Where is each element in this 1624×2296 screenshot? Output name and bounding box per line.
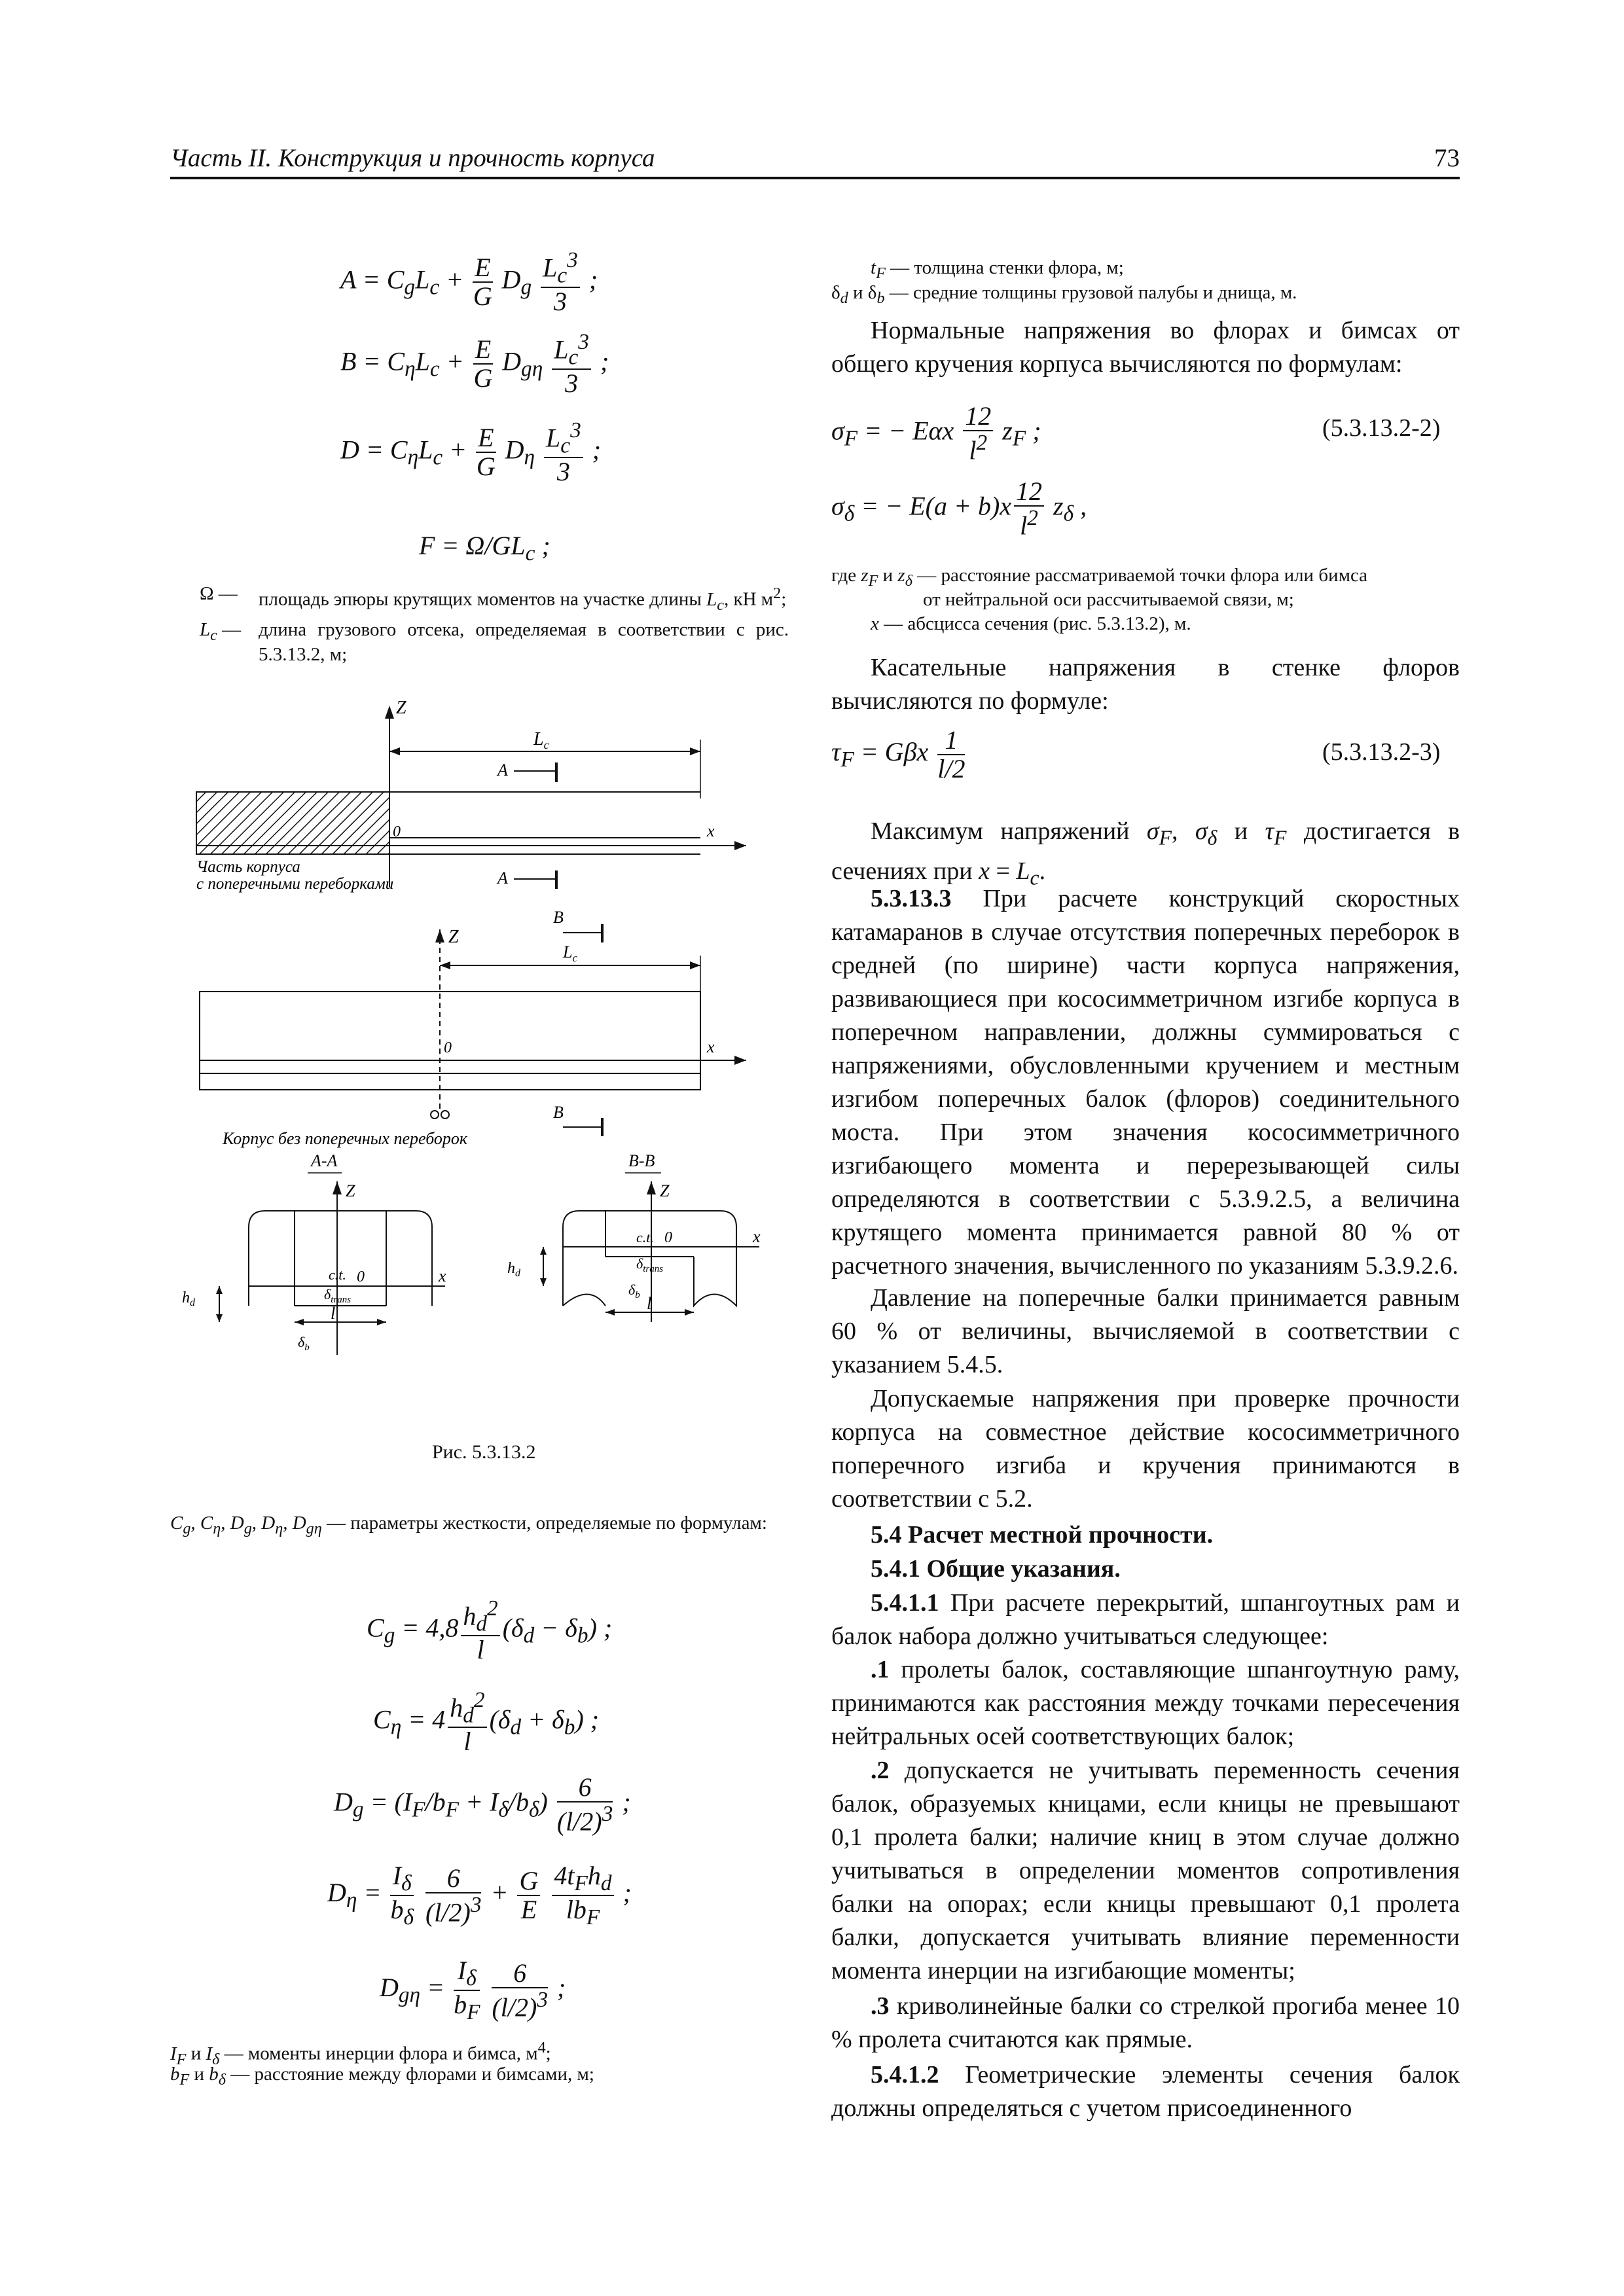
definition-lc bbox=[200, 617, 789, 667]
left-hull-section bbox=[249, 1211, 295, 1306]
z-axis-label-bb: Z bbox=[660, 1181, 670, 1200]
delta-b-label-bb: $\delta_b$ bbox=[628, 1282, 640, 1300]
schematic-with-bulkheads bbox=[196, 698, 746, 893]
paragraph-maximum: Максимум напряжений $\sigma_F$, $\sigma_\delta$ и $\tau_F$ достигается в сечениях при $x = L_c$. bbox=[831, 817, 1460, 889]
equation-dgn: $D_{g\eta}$ = $\frac{I_\delta}{b_F}$ $\frac{6}{(l/2)^3}$ ; bbox=[380, 1956, 566, 2024]
x-axis-arrow-icon bbox=[734, 841, 746, 850]
torque-symbol-icon bbox=[441, 1111, 449, 1119]
right-hull-section-bb bbox=[694, 1211, 736, 1306]
definition-bf: $b_F$ и $b_\delta$ — расстояние между флорами и бимсами, м; bbox=[170, 2064, 594, 2089]
definition-tf: $t_F$ — толщина стенки флора, м; bbox=[871, 257, 1124, 282]
parameters-intro: $C_g$, $C_\eta$, $D_g$, $D_\eta$, $D_{g\eta}$ — параметры жесткости, определяемые по формулам: bbox=[170, 1513, 767, 1537]
hatched-hull-part bbox=[196, 792, 389, 854]
schematic-without-bulkheads bbox=[200, 908, 746, 1148]
z-axis-arrow-icon bbox=[333, 1181, 342, 1194]
figure-caption: Рис. 5.3.13.2 bbox=[432, 1441, 536, 1463]
where-line-1: где $z_F$ и $z_\delta$ — расстояние рассматриваемой точки флора или бимса bbox=[831, 565, 1368, 590]
definition-delta: $\delta_d$ и $\delta_b$ — средние толщины грузовой палубы и днища, м. bbox=[831, 282, 1297, 307]
origin-label: 0 bbox=[393, 823, 401, 840]
section-a-a-title: A-A bbox=[311, 1151, 338, 1170]
hd-label-aa: $h_d$ bbox=[182, 1289, 195, 1308]
section-a-label-top: A bbox=[497, 761, 508, 780]
equation-dn: $D_\eta$ = $\frac{I_\delta}{b_\delta}$ $\frac{6}{(l/2)^3}$ + $\frac{G}{E}$ $\frac{4t_Fh_d}{lb_F}$ ; bbox=[327, 1861, 632, 1929]
equation-cg: $C_g = 4,8$ $\frac{h_d^2}{l}$ $(\delta_d - \delta_b)$ ; bbox=[367, 1596, 613, 1665]
z-axis-arrow-icon bbox=[435, 929, 444, 942]
x-axis-arrow-icon bbox=[734, 1056, 746, 1065]
header-rule bbox=[170, 177, 1460, 179]
equation-sigma-f: $\sigma_F$ = − Eαx $\frac{12}{l^2}$ $z_F$ ; bbox=[831, 401, 1041, 465]
definition-omega bbox=[200, 581, 789, 617]
where-line-3: x — абсцисса сечения (рис. 5.3.13.2), м. bbox=[871, 613, 1191, 634]
figure-5-3-13-2 bbox=[170, 694, 825, 1368]
definition-symbol: $L_c$ — bbox=[200, 619, 242, 645]
z-axis-label-middle: Z bbox=[448, 927, 459, 947]
paragraph-5-4-1-2: 5.4.1.2 Геометрические элементы сечения балок должны определяться с учетом присоединенного bbox=[831, 2061, 1460, 2122]
l-label-aa: l bbox=[331, 1304, 336, 1323]
section-b-b-title: B-B bbox=[628, 1151, 655, 1170]
section-heading-5-4-1: 5.4.1 Общие указания. bbox=[871, 1555, 1121, 1583]
paragraph-5-3-13-3: 5.3.13.3 При расчете конструкций скоростных катамаранов в случае отсутствия поперечных переборок в средней (по ширине) части корпуса напряжения, развивающиеся при кососимметричном изгибе корпуса в поперечном направлении, должны суммироваться с напряжениями, обусловленными кручением и местным изгибом поперечных балок (флоров) соединительного моста. При этом значения кососимметричного изгибающего момента и перерезывающей силы определяются в соответствии с 5.3.9.2.5, а величина крутящего момента принимается равной 80 % от расчетного значения, вычисленного по указаниям 5.3.9.2.6. bbox=[831, 885, 1460, 1280]
right-hull-section bbox=[386, 1211, 432, 1306]
z-axis-label: Z bbox=[396, 698, 406, 718]
definition-if: $I_F$ и $I_\delta$ — моменты инерции флора и бимса, $м^4$; bbox=[170, 2039, 551, 2068]
equation-d: $D = C_\eta L_c$ + $\frac{E}{G}$ $D_\eta$ $\frac{L_c^3}{3}$ ; bbox=[340, 418, 602, 487]
hd-label-bb: $h_d$ bbox=[507, 1260, 520, 1279]
section-b-b bbox=[507, 1151, 761, 1322]
z-axis-label-aa: Z bbox=[346, 1181, 355, 1200]
equation-dg: $D_g = (I_F/b_F + I_\delta/b_\delta)$ $\frac{6}{(l/2)^3}$ ; bbox=[334, 1772, 631, 1837]
list-item-2: .2 допускается не учитывать переменность сечения балок, образуемых кницами, если кницы не превышают 0,1 пролета балки; наличие книц в этом случае должно учитываться в определении моментов сопротивления балки на опорах; если кницы превышают 0,1 пролета балки, допускается учитывать влияние переменности момента инерции на изгибающие моменты; bbox=[831, 1757, 1460, 1984]
x-axis-label-middle: x bbox=[707, 1037, 715, 1056]
list-item-1: .1 пролеты балок, составляющие шпангоутную раму, принимаются как расстояния между точками пересечения нейтральных осей соответствующих балок; bbox=[831, 1656, 1460, 1750]
ct-label-bb: c.t. bbox=[636, 1229, 654, 1246]
section-heading-5-4: 5.4 Расчет местной прочности. bbox=[871, 1521, 1214, 1549]
l-label-bb: l bbox=[647, 1294, 652, 1313]
origin-label-bb: 0 bbox=[664, 1229, 672, 1246]
ct-label-aa: c.t. bbox=[329, 1266, 346, 1283]
where-line-2: от нейтральной оси рассчитываемой связи, м; bbox=[923, 589, 1294, 610]
hull-with-bulkheads-label-2: с поперечными переборками bbox=[196, 875, 394, 893]
lc-label: $L_c$ bbox=[533, 729, 549, 751]
equation-b: $B = C_\eta L_c$ + $\frac{E}{G}$ $D_{g\eta}$ $\frac{L_c^3}{3}$ ; bbox=[340, 330, 609, 399]
delta-b-label-aa: $\delta_b$ bbox=[298, 1334, 310, 1353]
paragraph-normal-stresses: Нормальные напряжения во флорах и бимсах от общего кручения корпуса вычисляются по формулам: bbox=[831, 317, 1460, 378]
section-a-label-bottom: A bbox=[497, 869, 508, 888]
origin-label-aa: 0 bbox=[357, 1268, 365, 1285]
equation-cn: $C_\eta = 4$ $\frac{h_d^2}{l}$ $(\delta_d + \delta_b)$ ; bbox=[373, 1688, 600, 1757]
origin-label-middle: 0 bbox=[444, 1039, 452, 1056]
paragraph-tangential-stresses: Касательные напряжения в стенке флоров вычисляются по формуле: bbox=[831, 654, 1460, 715]
equation-number-3: (5.3.13.2-3) bbox=[1322, 738, 1441, 766]
definition-list-1 bbox=[200, 581, 789, 667]
delta-trans-label-aa: $\delta_{trans}$ bbox=[324, 1286, 352, 1305]
torque-symbol-icon bbox=[431, 1111, 439, 1119]
hull-without-bulkheads-label: Корпус без поперечных переборок bbox=[223, 1129, 468, 1148]
equation-sigma-delta: $\sigma_\delta$ = − E(a + b)x $\frac{12}{l^2}$ $z_\delta$ , bbox=[831, 476, 1087, 541]
page-number: 73 bbox=[1434, 144, 1460, 172]
section-b-label-top: B bbox=[553, 908, 564, 927]
definition-text: площадь эпюры крутящих моментов на участке длины $L_c$, кН $м^2$; bbox=[259, 584, 787, 614]
hull-with-bulkheads-label: Часть корпуса bbox=[196, 858, 300, 876]
x-axis-label: x bbox=[707, 821, 715, 840]
equation-number-2: (5.3.13.2-2) bbox=[1322, 414, 1441, 442]
z-axis-arrow-icon bbox=[385, 706, 394, 719]
section-a-a bbox=[182, 1151, 446, 1355]
equation-f: $F = \Omega/GL_c$ ; bbox=[419, 531, 550, 565]
definition-text: длина грузового отсека, определяемая в соответствии с рис. 5.3.13.2, м; bbox=[259, 619, 789, 666]
y-axis-label-bb: x bbox=[753, 1227, 761, 1246]
running-header bbox=[170, 141, 1460, 180]
definition-symbol: Ω — bbox=[200, 583, 238, 604]
delta-trans-label-bb: $\delta_{trans}$ bbox=[636, 1255, 664, 1274]
list-item-3: .3 криволинейные балки со стрелкой прогиба менее 10 % пролета считаются как прямые. bbox=[831, 1992, 1460, 2053]
paragraph-5-4-1-1: 5.4.1.1 При расчете перекрытий, шпангоутных рам и балок набора должно учитываться следующее: bbox=[831, 1589, 1460, 1650]
left-hull-section-bb bbox=[563, 1211, 605, 1306]
equation-a: $A = C_gL_c$ + $\frac{E}{G}$ $D_g$ $\frac{L_c^3}{3}$ ; bbox=[340, 248, 598, 317]
y-axis-label-aa: x bbox=[439, 1266, 446, 1285]
z-axis-arrow-icon bbox=[647, 1181, 656, 1194]
lc-label-middle: $L_c$ bbox=[563, 942, 578, 964]
paragraph-pressure: Давление на поперечные балки принимается равным 60 % от величины, вычисляемой в соответствии с указанием 5.4.5. bbox=[831, 1284, 1460, 1378]
left-hull-bottom-bb bbox=[563, 1211, 605, 1306]
header-title: Часть II. Конструкция и прочность корпуса bbox=[170, 144, 655, 172]
equation-tau-f: $\tau_F = G\beta x$ $\frac{1}{l/2}$ bbox=[831, 725, 965, 783]
paragraph-allowable: Допускаемые напряжения при проверке прочности корпуса на совместное действие кососимметричного поперечного изгиба и кручения принимаются в соответствии с 5.2. bbox=[831, 1385, 1460, 1513]
section-b-label-bottom: B bbox=[553, 1103, 564, 1122]
